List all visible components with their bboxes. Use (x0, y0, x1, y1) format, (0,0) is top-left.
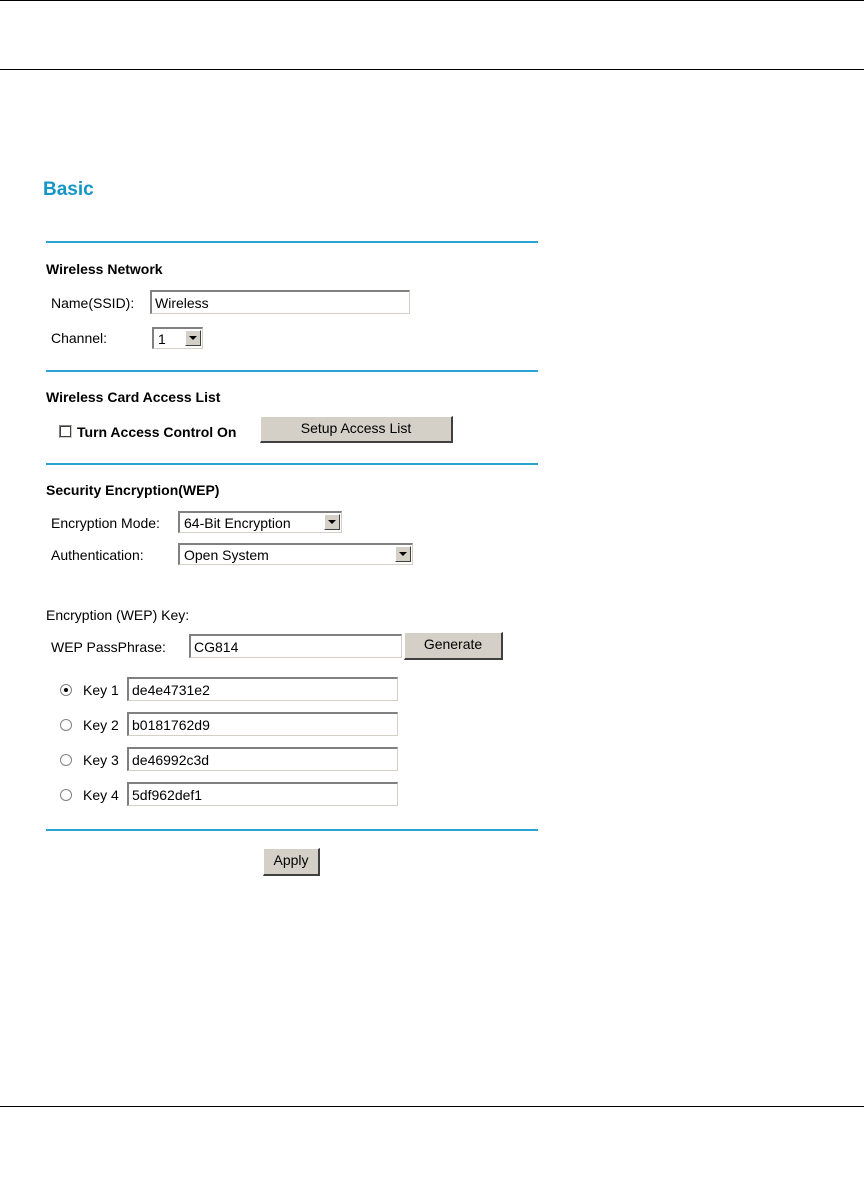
access-list-heading: Wireless Card Access List (46, 389, 221, 405)
ssid-input[interactable]: Wireless (150, 290, 410, 314)
passphrase-label: WEP PassPhrase: (51, 639, 166, 655)
header-rule (0, 69, 864, 70)
section-divider (46, 463, 538, 465)
channel-select-value: 1 (158, 331, 166, 347)
key3-label: Key 3 (83, 752, 119, 768)
wep-key-heading: Encryption (WEP) Key: (46, 607, 190, 623)
section-divider (46, 829, 538, 831)
channel-label: Channel: (51, 330, 108, 346)
key4-input[interactable]: 5df962def1 (127, 782, 398, 806)
key1-radio[interactable] (60, 684, 72, 696)
page-top-rule (0, 0, 864, 1)
generate-button[interactable]: Generate (404, 632, 503, 660)
section-divider (46, 370, 538, 372)
key3-radio[interactable] (60, 754, 72, 766)
encryption-mode-label: Encryption Mode: (51, 515, 160, 531)
passphrase-input[interactable]: CG814 (189, 634, 402, 658)
key2-label: Key 2 (83, 717, 119, 733)
authentication-value: Open System (184, 547, 269, 563)
wireless-network-heading: Wireless Network (46, 261, 163, 277)
authentication-label: Authentication: (51, 547, 144, 563)
ssid-label: Name(SSID): (51, 295, 135, 311)
section-divider (46, 241, 538, 243)
footer-rule (0, 1106, 864, 1107)
security-heading: Security Encryption(WEP) (46, 482, 220, 498)
authentication-select[interactable] (178, 543, 413, 565)
access-control-checkbox[interactable] (59, 425, 72, 438)
page-title: Basic (43, 179, 94, 200)
chevron-down-icon[interactable] (395, 546, 411, 562)
setup-access-list-button[interactable]: Setup Access List (260, 416, 453, 443)
key2-input[interactable]: b0181762d9 (127, 712, 398, 736)
key4-label: Key 4 (83, 787, 119, 803)
key4-radio[interactable] (60, 789, 72, 801)
key1-input[interactable]: de4e4731e2 (127, 677, 398, 701)
encryption-mode-select[interactable] (178, 511, 342, 533)
apply-button[interactable]: Apply (263, 848, 320, 876)
chevron-down-icon[interactable] (324, 514, 340, 530)
key2-radio[interactable] (60, 719, 72, 731)
key3-input[interactable]: de46992c3d (127, 747, 398, 771)
access-control-label: Turn Access Control On (77, 424, 237, 440)
encryption-mode-value: 64-Bit Encryption (184, 515, 291, 531)
channel-select[interactable] (152, 327, 203, 349)
key1-label: Key 1 (83, 682, 119, 698)
chevron-down-icon[interactable] (185, 330, 201, 346)
